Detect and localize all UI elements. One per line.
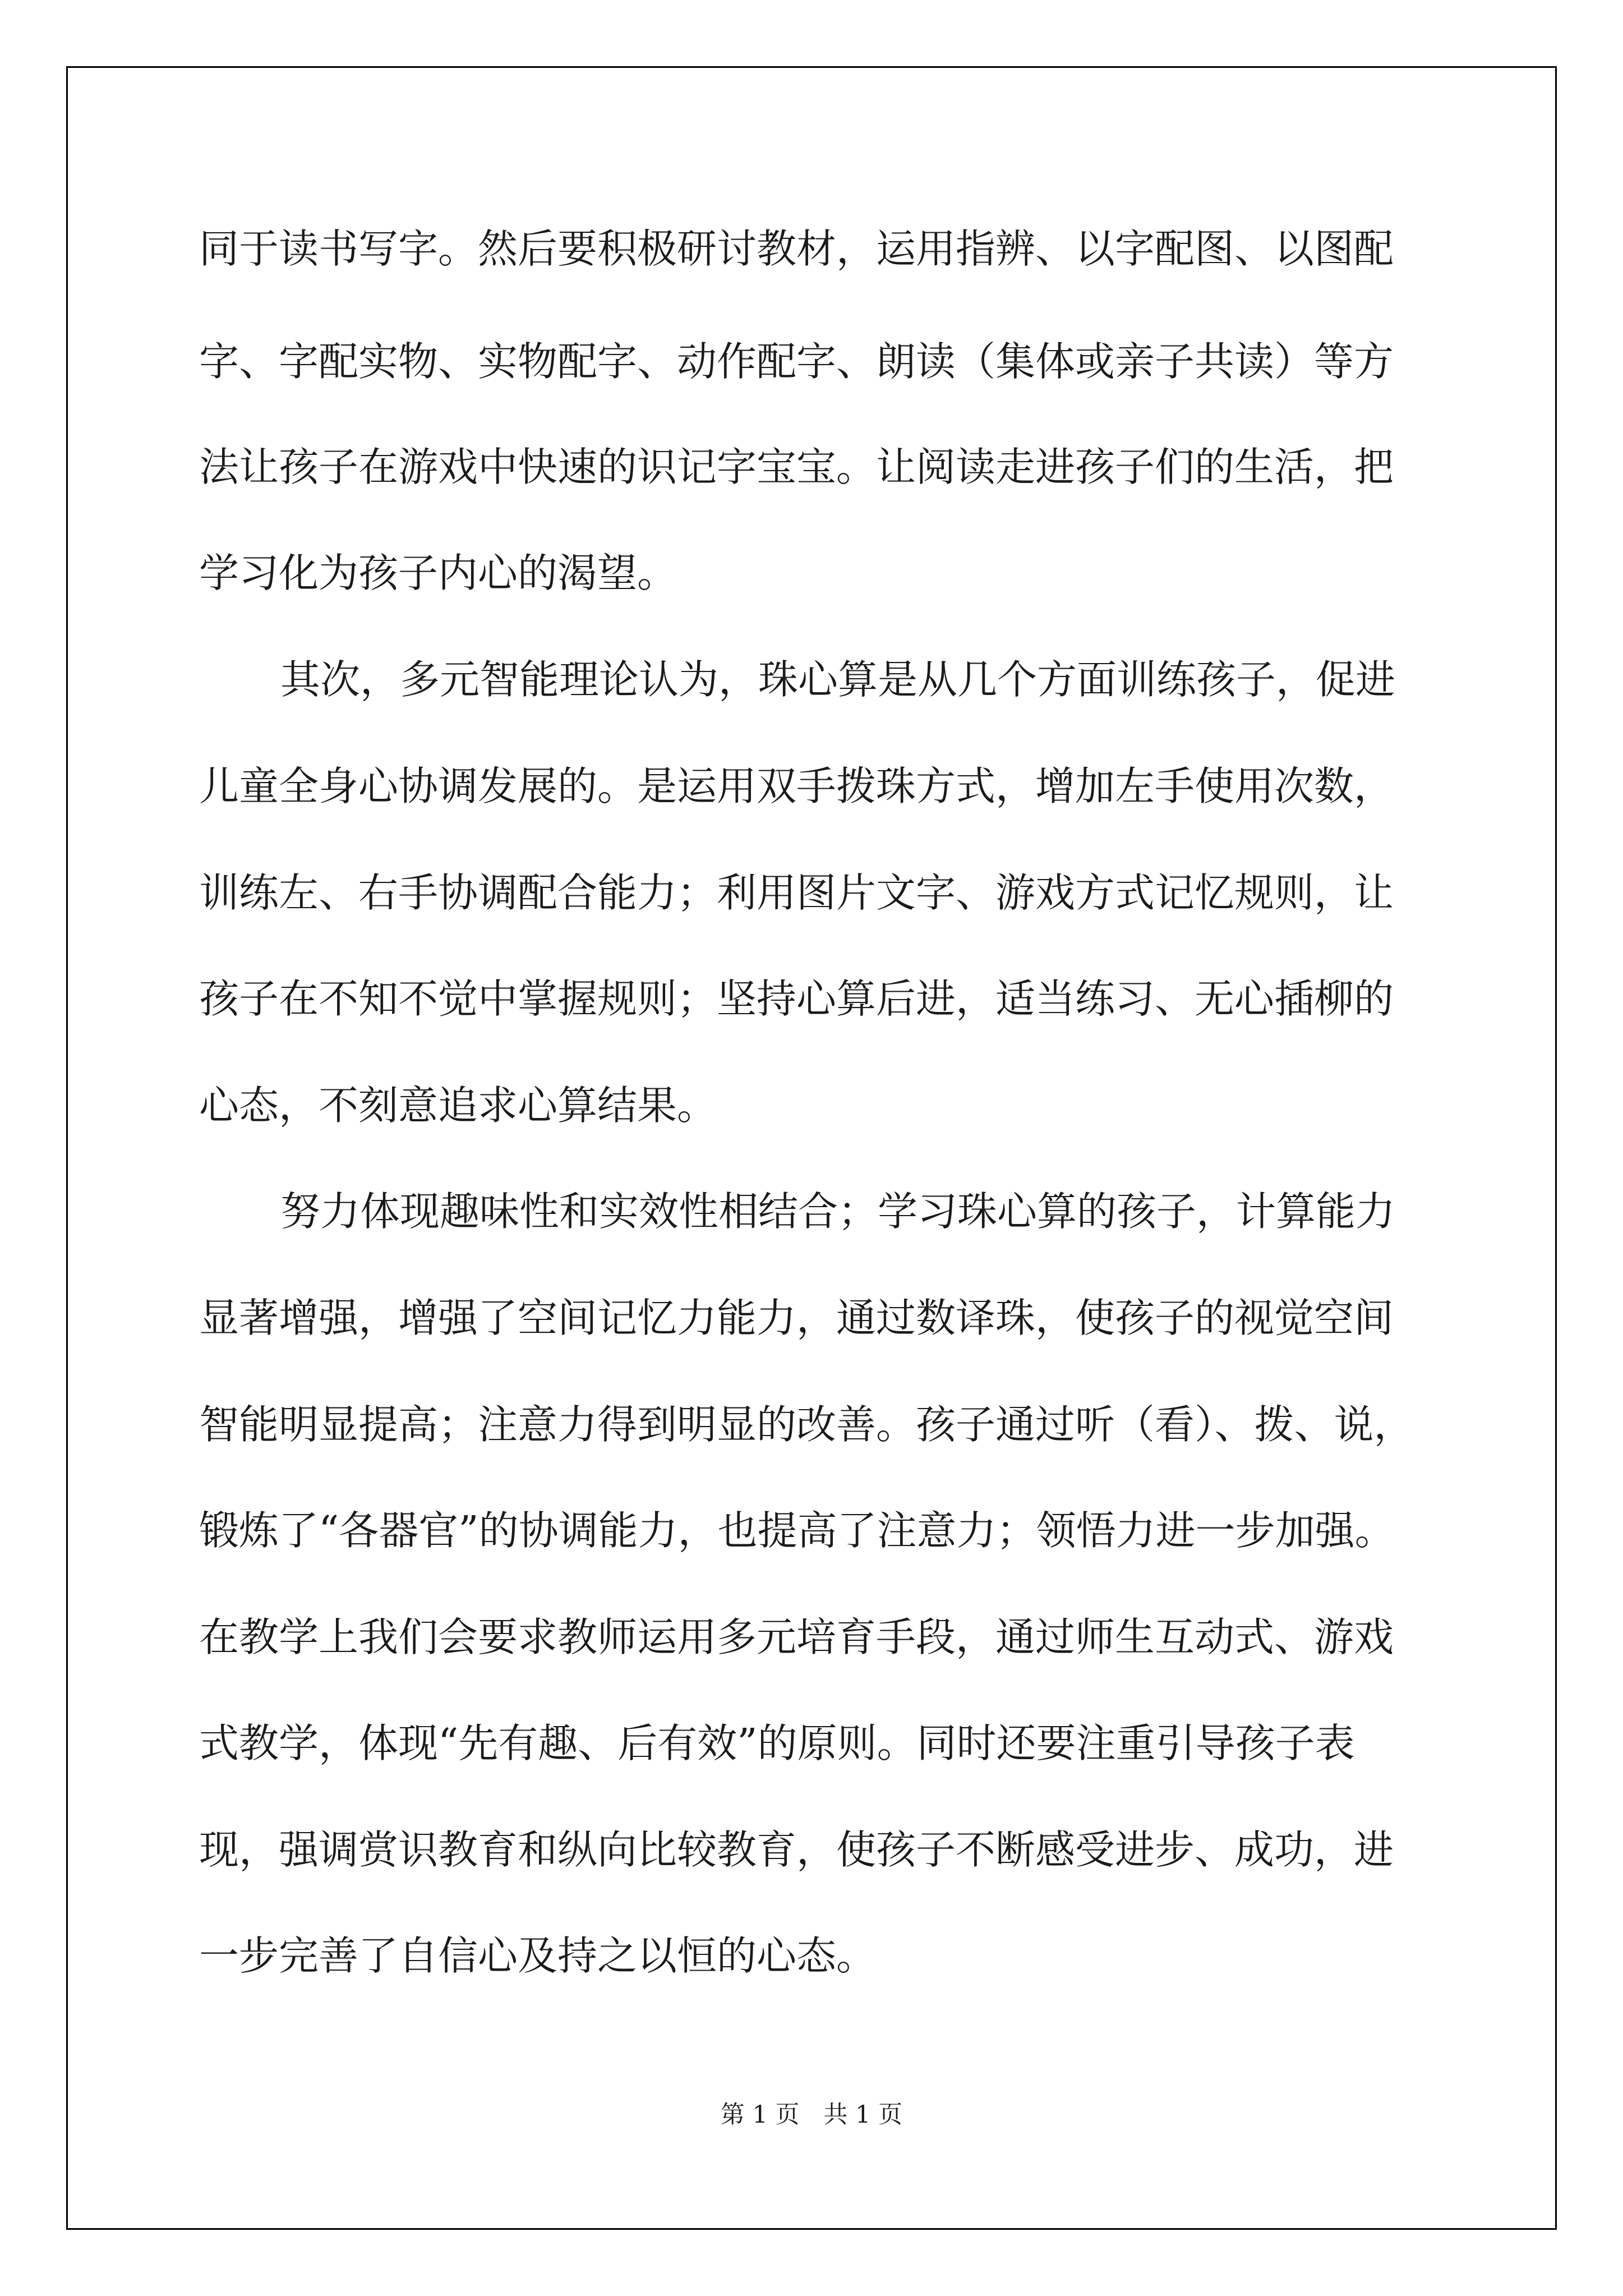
page-number-footer: 第 1 页 共 1 页	[720, 2101, 903, 2129]
text-line: 锻炼了“各器官”的协调能力，也提高了注意力；领悟力进一步加强。	[199, 1507, 1395, 1554]
text-line: 其次，多元智能理论认为，珠心算是从几个方面训练孩子，促进	[280, 656, 1396, 703]
text-line: 努力体现趣味性和实效性相结合；学习珠心算的孩子，计算能力	[280, 1188, 1396, 1235]
text-line: 在教学上我们会要求教师运用多元培育手段，通过师生互动式、游戏	[199, 1614, 1394, 1660]
text-line: 一步完善了自信心及持之以恒的心态。	[199, 1932, 877, 1979]
text-line: 孩子在不知不觉中掌握规则；坚持心算后进，适当练习、无心插柳的	[199, 976, 1394, 1022]
text-line: 显著增强，增强了空间记忆力能力，通过数译珠，使孩子的视觉空间	[199, 1295, 1394, 1341]
text-line: 法让孩子在游戏中快速的识记字宝宝。让阅读走进孩子们的生活，把	[199, 444, 1394, 490]
text-line: 同于读书写字。然后要积极研讨教材，运用指辨、以字配图、以图配	[199, 226, 1394, 272]
text-line: 式教学，体现“先有趣、后有效”的原则。同时还要注重引导孩子表	[199, 1720, 1355, 1766]
text-line: 儿童全身心协调发展的。是运用双手拨珠方式，增加左手使用次数，	[199, 763, 1394, 809]
text-line: 智能明显提高；注意力得到明显的改善。孩子通过听（看）、拨、说，	[199, 1401, 1414, 1448]
text-line: 学习化为孩子内心的渴望。	[199, 550, 677, 596]
page-border	[66, 66, 1557, 2230]
text-line: 心态，不刻意追求心算结果。	[199, 1082, 717, 1129]
text-line: 现，强调赏识教育和纵向比较教育，使孩子不断感受进步、成功，进	[199, 1826, 1394, 1873]
text-line: 训练左、右手协调配合能力；利用图片文字、游戏方式记忆规则，让	[199, 869, 1394, 916]
text-line: 字、字配实物、实物配字、动作配字、朗读（集体或亲子共读）等方	[199, 338, 1394, 385]
